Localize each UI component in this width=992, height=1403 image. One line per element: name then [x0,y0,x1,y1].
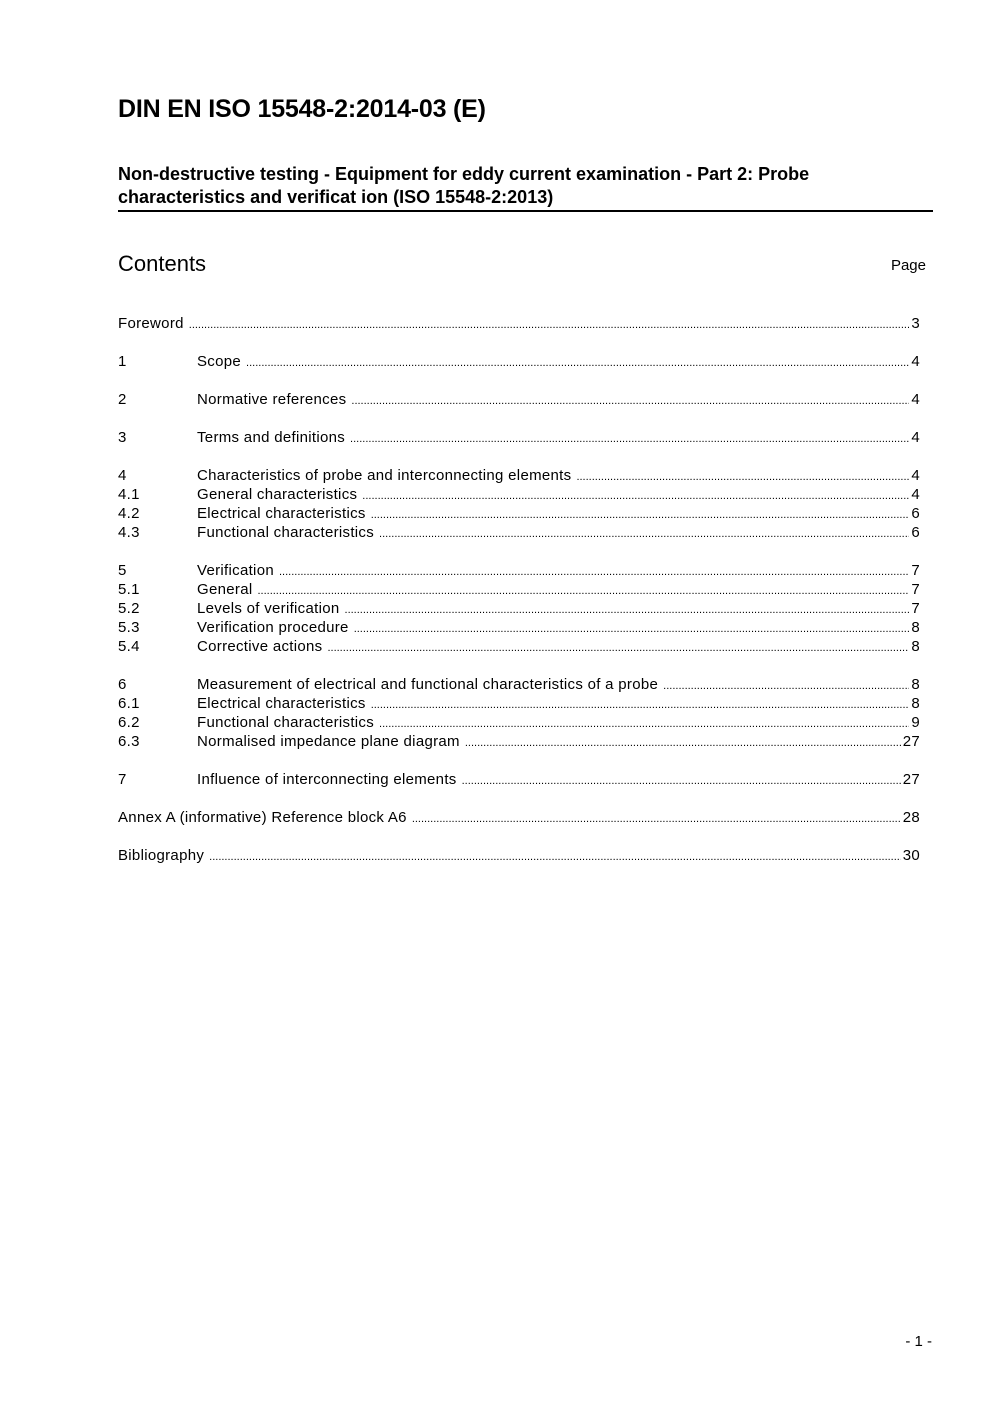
toc-entry-title: Measurement of electrical and functional characteristics of a probe [197,676,659,693]
toc-entry-number: 6.2 [118,714,140,731]
toc-leader-dots [576,468,909,487]
toc-entry-7[interactable] [118,770,920,789]
toc-entry-title: General characteristics [197,486,358,503]
toc-entry-page: 8 [911,619,920,636]
toc-entry-title: Annex A (informative) Reference block A6 [118,809,407,826]
toc-entry-page: 7 [911,600,920,617]
toc-entry-page: 30 [902,847,920,864]
toc-entry-title: Bibliography [118,847,205,864]
toc-entry-page: 4 [911,486,920,503]
toc-entry-number: 6.1 [118,695,140,712]
subtitle-line-2: characteristics and verificat ion (ISO 15548-2:2013) [118,187,554,207]
toc-entry-page: 27 [902,771,920,788]
toc-entry-number: 7 [118,771,127,788]
toc-leader-dots [350,430,909,449]
toc-entry-page: 8 [911,676,920,693]
toc-entry-page: 4 [911,467,920,484]
toc-entry-title: Functional characteristics [197,524,375,541]
toc-entry-page: 8 [911,638,920,655]
toc-entry-title: Foreword [118,315,184,332]
toc-entry-title: Verification [197,562,274,579]
toc-entry-title: General [197,581,253,598]
toc-entry-5-3[interactable] [118,618,920,637]
toc-entry-page: 28 [902,809,920,826]
toc-entry-title: Scope [197,353,242,370]
toc-entry-4-1[interactable] [118,485,920,504]
toc-entry-6-1[interactable] [118,694,920,713]
toc-leader-dots [412,810,901,829]
toc-entry-title: Terms and definitions [197,429,346,446]
toc-entry-number: 5.2 [118,600,140,617]
toc-entry-4[interactable] [118,466,920,485]
toc-leader-dots [209,848,901,867]
toc-entry-number: 5.1 [118,581,140,598]
toc-entry-title: Characteristics of probe and interconnecting elements [197,467,572,484]
toc-entry-number: 5 [118,562,127,579]
toc-leader-dots [371,506,910,525]
toc-entry-page: 4 [911,353,920,370]
toc-leader-dots [362,487,909,506]
toc-entry-5[interactable] [118,561,920,580]
toc-leader-dots [462,772,901,791]
toc-entry-1[interactable] [118,352,920,371]
toc-leader-dots [189,316,910,335]
toc-entry-5-1[interactable] [118,580,920,599]
subtitle-line-1: Non-destructive testing - Equipment for eddy current examination - Part 2: Probe [118,164,810,184]
toc-entry-3[interactable] [118,428,920,447]
toc-leader-dots [371,696,910,715]
toc-leader-dots [354,620,910,639]
document-title: DIN EN ISO 15548-2:2014-03 (E) [118,95,486,123]
toc-leader-dots [257,582,909,601]
toc-entry-4-2[interactable] [118,504,920,523]
toc-entry-title: Electrical characteristics [197,505,366,522]
toc-leader-dots [351,392,909,411]
toc-leader-dots [345,601,910,620]
toc-entry-number: 5.3 [118,619,140,636]
toc-entry-number: 5.4 [118,638,140,655]
toc-entry-2[interactable] [118,390,920,409]
toc-entry-number: 6.3 [118,733,140,750]
toc-entry-number: 4.2 [118,505,140,522]
toc-leader-dots [379,525,909,544]
toc-entry-number: 2 [118,391,127,408]
toc-leader-dots [465,734,901,753]
toc-entry-annex-a[interactable] [118,808,920,827]
toc-entry-title: Verification procedure [197,619,349,636]
toc-entry-page: 4 [911,391,920,408]
toc-leader-dots [663,677,909,696]
toc-entry-page: 6 [911,524,920,541]
toc-entry-6[interactable] [118,675,920,694]
toc-entry-foreword[interactable] [118,314,920,333]
toc-entry-title: Normalised impedance plane diagram [197,733,460,750]
toc-leader-dots [279,563,909,582]
toc-entry-number: 4 [118,467,127,484]
toc-entry-5-2[interactable] [118,599,920,618]
toc-entry-6-2[interactable] [118,713,920,732]
contents-heading: Contents [118,251,207,276]
toc-entry-title: Normative references [197,391,347,408]
toc-leader-dots [246,354,909,373]
footer-page-number: - 1 - [905,1333,932,1350]
toc-entry-bibliography[interactable] [118,846,920,865]
toc-entry-4-3[interactable] [118,523,920,542]
toc-entry-page: 7 [911,562,920,579]
toc-entry-page: 27 [902,733,920,750]
toc-entry-title: Corrective actions [197,638,323,655]
table-of-contents [118,314,920,865]
toc-entry-5-4[interactable] [118,637,920,656]
toc-entry-page: 7 [911,581,920,598]
toc-entry-number: 4.1 [118,486,140,503]
toc-entry-page: 6 [911,505,920,522]
toc-entry-number: 1 [118,353,127,370]
toc-entry-title: Functional characteristics [197,714,375,731]
toc-entry-number: 6 [118,676,127,693]
toc-entry-6-3[interactable] [118,732,920,751]
toc-entry-title: Levels of verification [197,600,340,617]
toc-entry-page: 9 [911,714,920,731]
toc-entry-number: 3 [118,429,127,446]
toc-entry-number: 4.3 [118,524,140,541]
toc-leader-dots [327,639,909,658]
toc-entry-title: Influence of interconnecting elements [197,771,457,788]
toc-entry-page: 8 [911,695,920,712]
document-subtitle [118,163,933,212]
toc-entry-page: 4 [911,429,920,446]
toc-entry-title: Electrical characteristics [197,695,366,712]
page-column-label: Page [890,257,926,274]
toc-entry-page: 3 [911,315,920,332]
